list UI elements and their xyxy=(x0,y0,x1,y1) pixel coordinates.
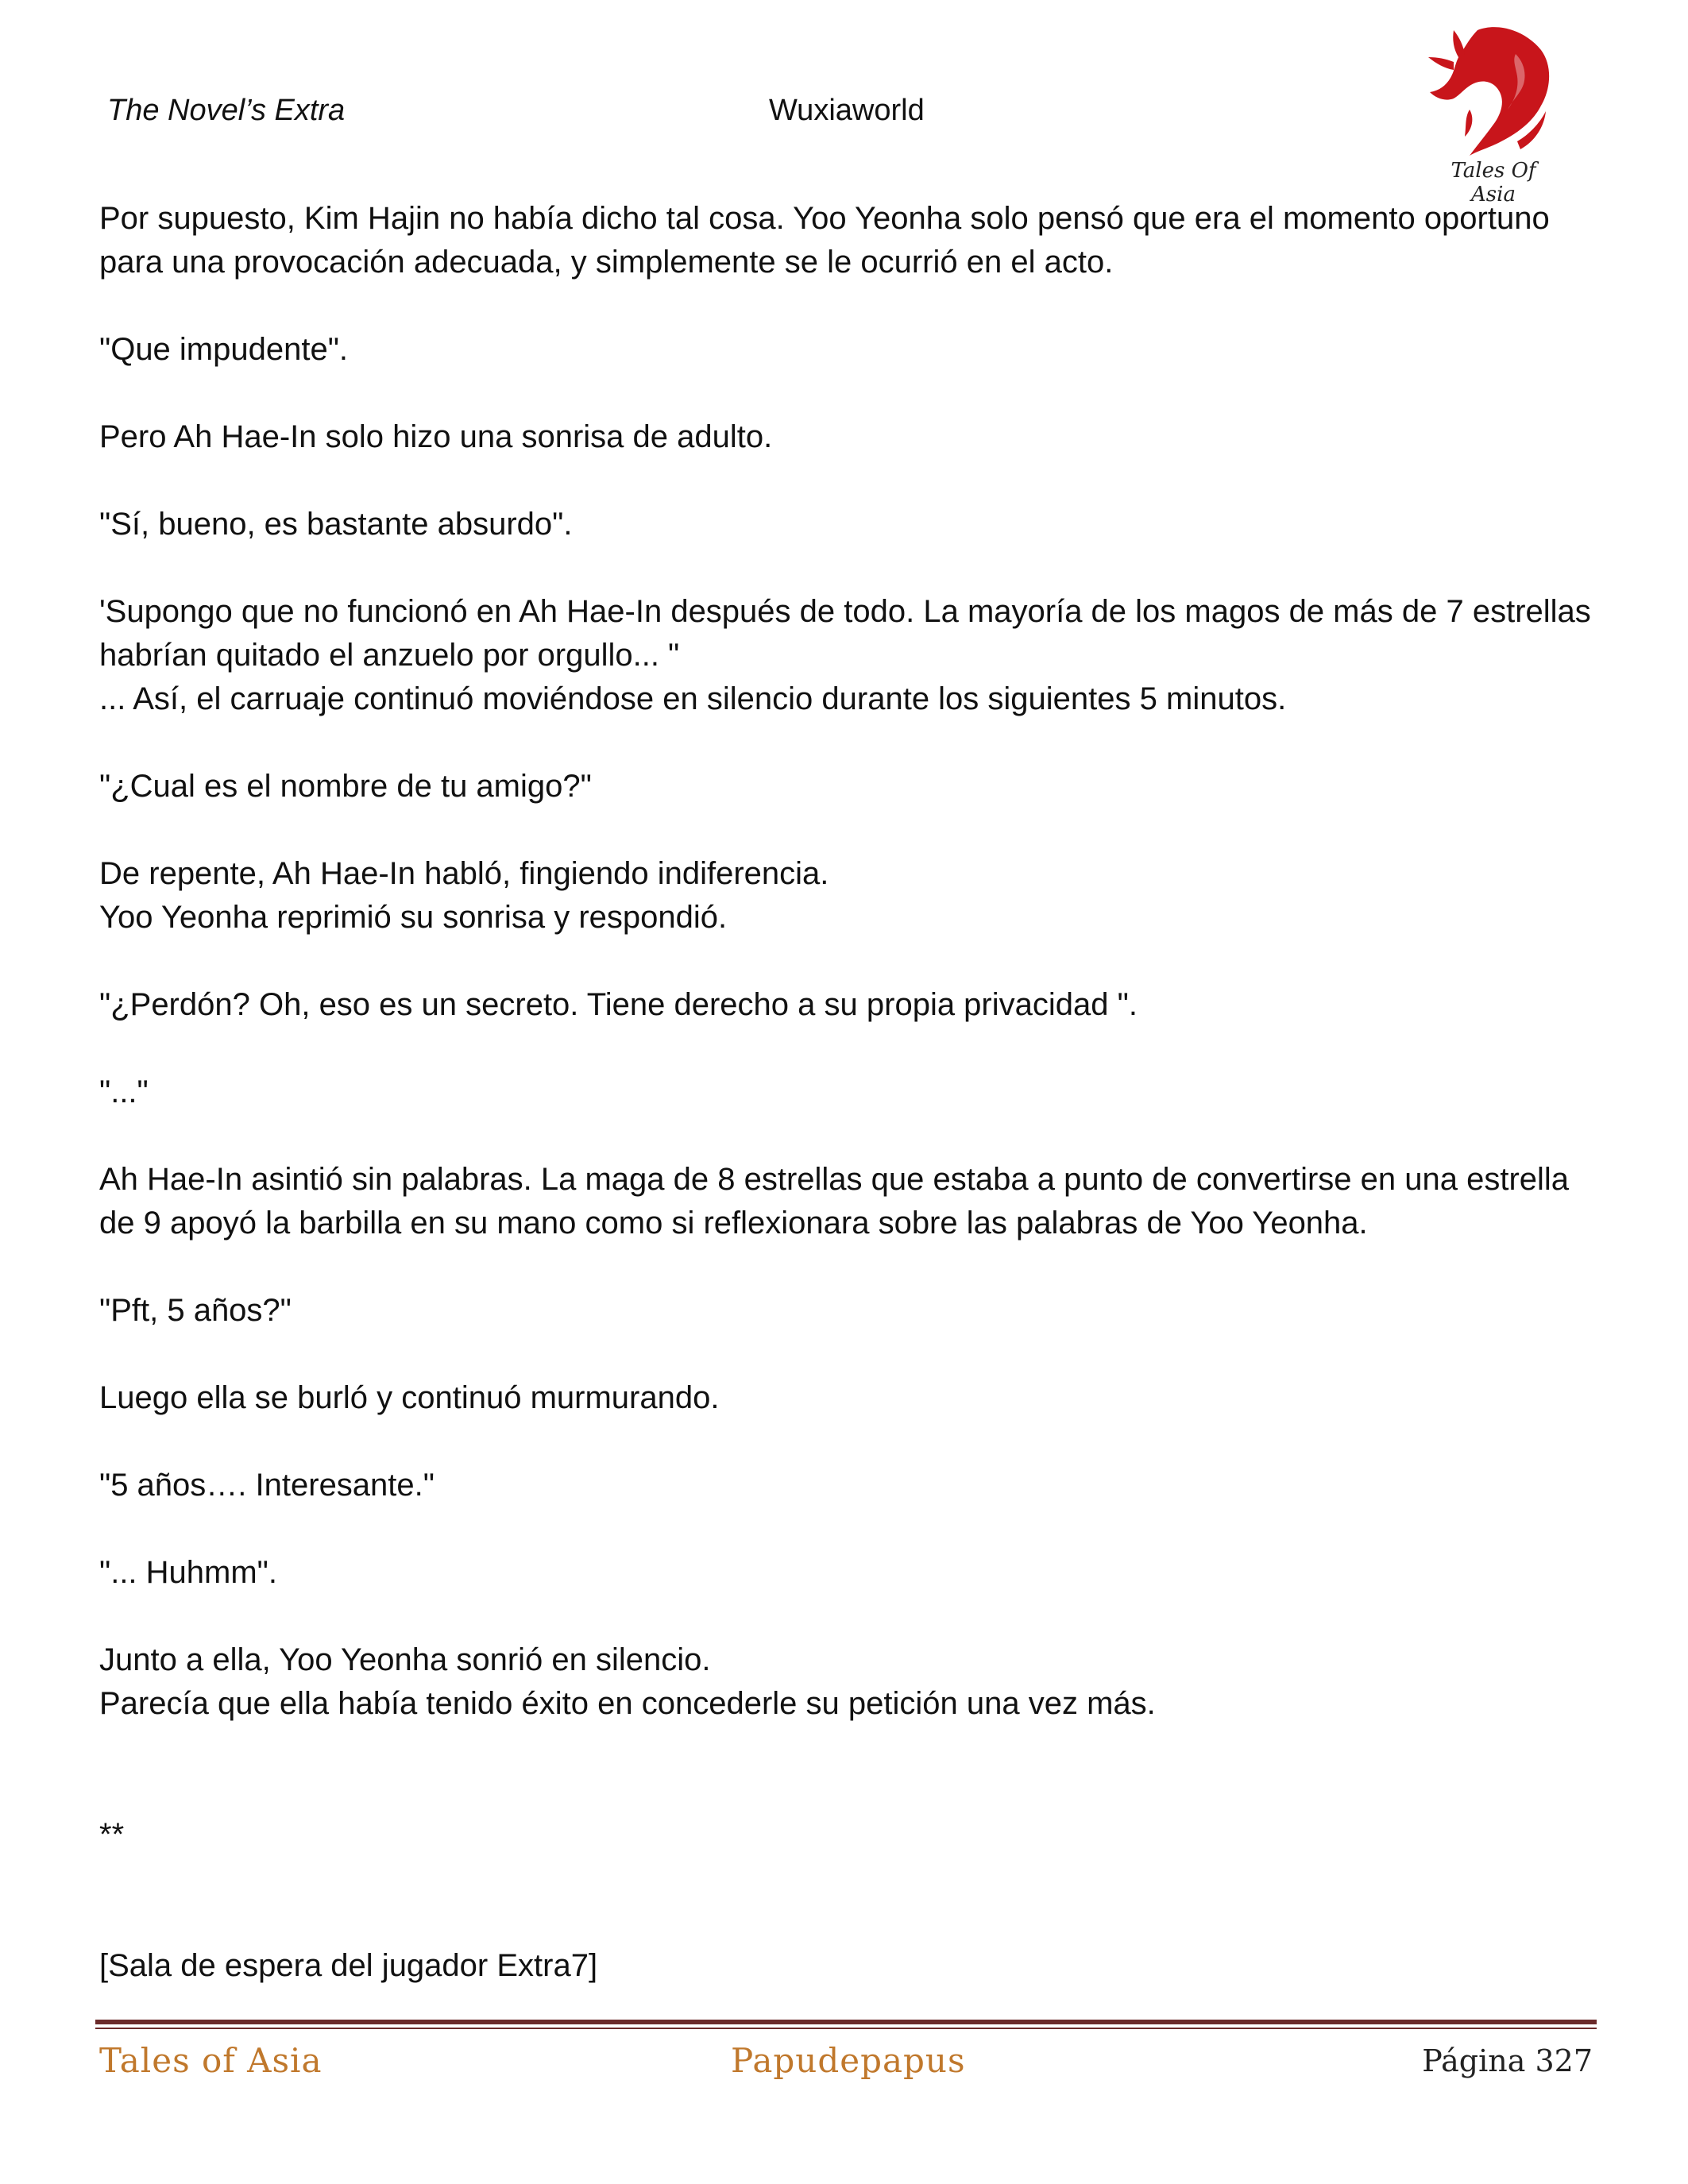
footer-rule-thin xyxy=(95,2028,1597,2029)
paragraph: "... Huhmm". xyxy=(99,1555,277,1590)
logo-caption: Tales Of Asia xyxy=(1450,159,1536,206)
footer-translator: Papudepapus xyxy=(731,2041,966,2080)
header-source: Wuxiaworld xyxy=(769,94,925,127)
paragraph: Yoo Yeonha reprimió su sonrisa y respondió. xyxy=(99,900,728,935)
section-separator: ** xyxy=(99,1817,125,1852)
paragraph: "5 años…. Interesante." xyxy=(99,1468,435,1503)
paragraph: ... Así, el carruaje continuó moviéndose en silencio durante los siguientes 5 minutos. xyxy=(99,681,1287,716)
paragraph: 'Supongo que no funcionó en Ah Hae-In después de todo. La mayoría de los magos de más de 7 estrellas habrían quitado el anzuelo por orgullo... " xyxy=(99,594,1600,673)
footer-site-name: Tales of Asia xyxy=(99,2041,323,2080)
page-body xyxy=(99,197,1600,2032)
section-heading: [Sala de espera del jugador Extra7] xyxy=(99,1948,598,1983)
paragraph: De repente, Ah Hae-In habló, fingiendo indiferencia. xyxy=(99,856,829,891)
paragraph: Parecía que ella había tenido éxito en concederle su petición una vez más. xyxy=(99,1686,1156,1721)
paragraph: "Pft, 5 años?" xyxy=(99,1293,292,1328)
header-book-title: The Novel’s Extra xyxy=(107,94,346,127)
paragraph: Junto a ella, Yoo Yeonha sonrió en silencio. xyxy=(99,1642,711,1677)
paragraph: "Sí, bueno, es bastante absurdo". xyxy=(99,507,573,542)
page-number: Página 327 xyxy=(1422,2043,1593,2078)
red-dragon-icon xyxy=(1422,22,1557,161)
paragraph: Ah Hae-In asintió sin palabras. La maga de 8 estrellas que estaba a punto de convertirse en una estrella de 9 apoyó la barbilla en su mano como si reflexionara sobre las palabras de Yoo Yeonha. xyxy=(99,1162,1578,1241)
paragraph: Luego ella se burló y continuó murmurando. xyxy=(99,1380,720,1415)
paragraph: "¿Perdón? Oh, eso es un secreto. Tiene derecho a su propia privacidad ". xyxy=(99,987,1138,1022)
paragraph: "..." xyxy=(99,1075,149,1109)
paragraph: "Que impudente". xyxy=(99,332,349,367)
tales-of-asia-logo xyxy=(1422,22,1557,206)
footer-rule xyxy=(95,2020,1597,2024)
paragraph: "¿Cual es el nombre de tu amigo?" xyxy=(99,769,592,804)
paragraph: Pero Ah Hae-In solo hizo una sonrisa de adulto. xyxy=(99,419,773,454)
paragraph: Por supuesto, Kim Hajin no había dicho tal cosa. Yoo Yeonha solo pensó que era el momento oportuno para una provocación adecuada, y simplemente se le ocurrió en el acto. xyxy=(99,201,1559,280)
